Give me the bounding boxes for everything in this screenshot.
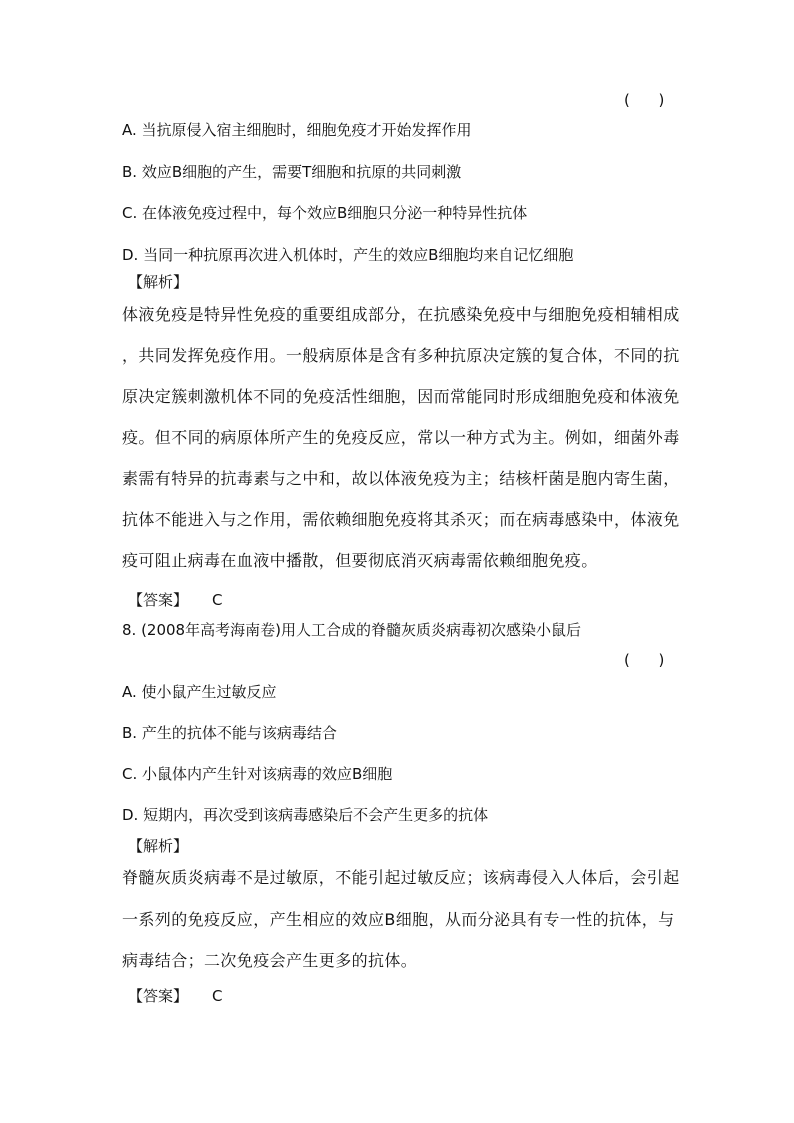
q8-stem: 8. (2008年高考海南卷)用人工合成的脊髓灰质炎病毒初次感染小鼠后	[122, 621, 581, 639]
q8-answer-value: C	[212, 987, 223, 1005]
q8-option-d: D. 短期内，再次受到该病毒感染后不会产生更多的抗体	[122, 806, 489, 824]
q8-option-b: B. 产生的抗体不能与该病毒结合	[122, 724, 337, 742]
q7-analysis-line: 抗体不能进入与之作用，需依赖细胞免疫将其杀灭；而在病毒感染中，体液免	[122, 510, 680, 529]
q7-analysis-line: 疫。但不同的病原体所产生的免疫反应，常以一种方式为主。例如，细菌外毒	[122, 428, 680, 447]
q8-option-c: C. 小鼠体内产生针对该病毒的效应B细胞	[122, 765, 393, 783]
q7-option-b: B. 效应B细胞的产生，需要T细胞和抗原的共同刺激	[122, 163, 462, 181]
q8-analysis-line: 病毒结合；二次免疫会产生更多的抗体。	[122, 951, 418, 970]
q7-answer	[128, 590, 223, 610]
q7-analysis-line: 疫可阻止病毒在血液中播散，但要彻底消灭病毒需依赖细胞免疫。	[122, 551, 598, 570]
q7-option-d: D. 当同一种抗原再次进入机体时，产生的效应B细胞均来自记忆细胞	[122, 246, 574, 264]
q7-answer-parentheses: ( )	[624, 91, 665, 109]
q7-option-a: A. 当抗原侵入宿主细胞时，细胞免疫才开始发挥作用	[122, 121, 472, 139]
q7-analysis-label: 【解析】	[128, 273, 189, 291]
q7-analysis-line: 体液免疫是特异性免疫的重要组成部分，在抗感染免疫中与细胞免疫相辅相成	[122, 305, 680, 324]
q8-answer	[128, 986, 223, 1006]
q8-option-a: A. 使小鼠产生过敏反应	[122, 683, 277, 701]
q8-answer-label: 【答案】	[128, 987, 189, 1005]
q7-analysis-line: 素需有特异的抗毒素与之中和，故以体液免疫为主；结核杆菌是胞内寄生菌，	[122, 469, 680, 488]
q7-answer-value: C	[212, 591, 223, 609]
q8-analysis-line: 一系列的免疫反应，产生相应的效应B细胞，从而分泌具有专一性的抗体，与	[122, 910, 675, 929]
q7-answer-label: 【答案】	[128, 591, 189, 609]
q7-option-c: C. 在体液免疫过程中，每个效应B细胞只分泌一种特异性抗体	[122, 204, 528, 222]
q7-analysis-line: ，共同发挥免疫作用。一般病原体是含有多种抗原决定簇的复合体，不同的抗	[122, 346, 680, 365]
q7-analysis-line: 原决定簇刺激机体不同的免疫活性细胞，因而常能同时形成细胞免疫和体液免	[122, 387, 680, 406]
q8-analysis-label: 【解析】	[128, 837, 189, 855]
q8-answer-parentheses: ( )	[624, 651, 665, 669]
q8-analysis-line: 脊髓灰质炎病毒不是过敏原，不能引起过敏反应；该病毒侵入人体后，会引起	[122, 868, 680, 887]
